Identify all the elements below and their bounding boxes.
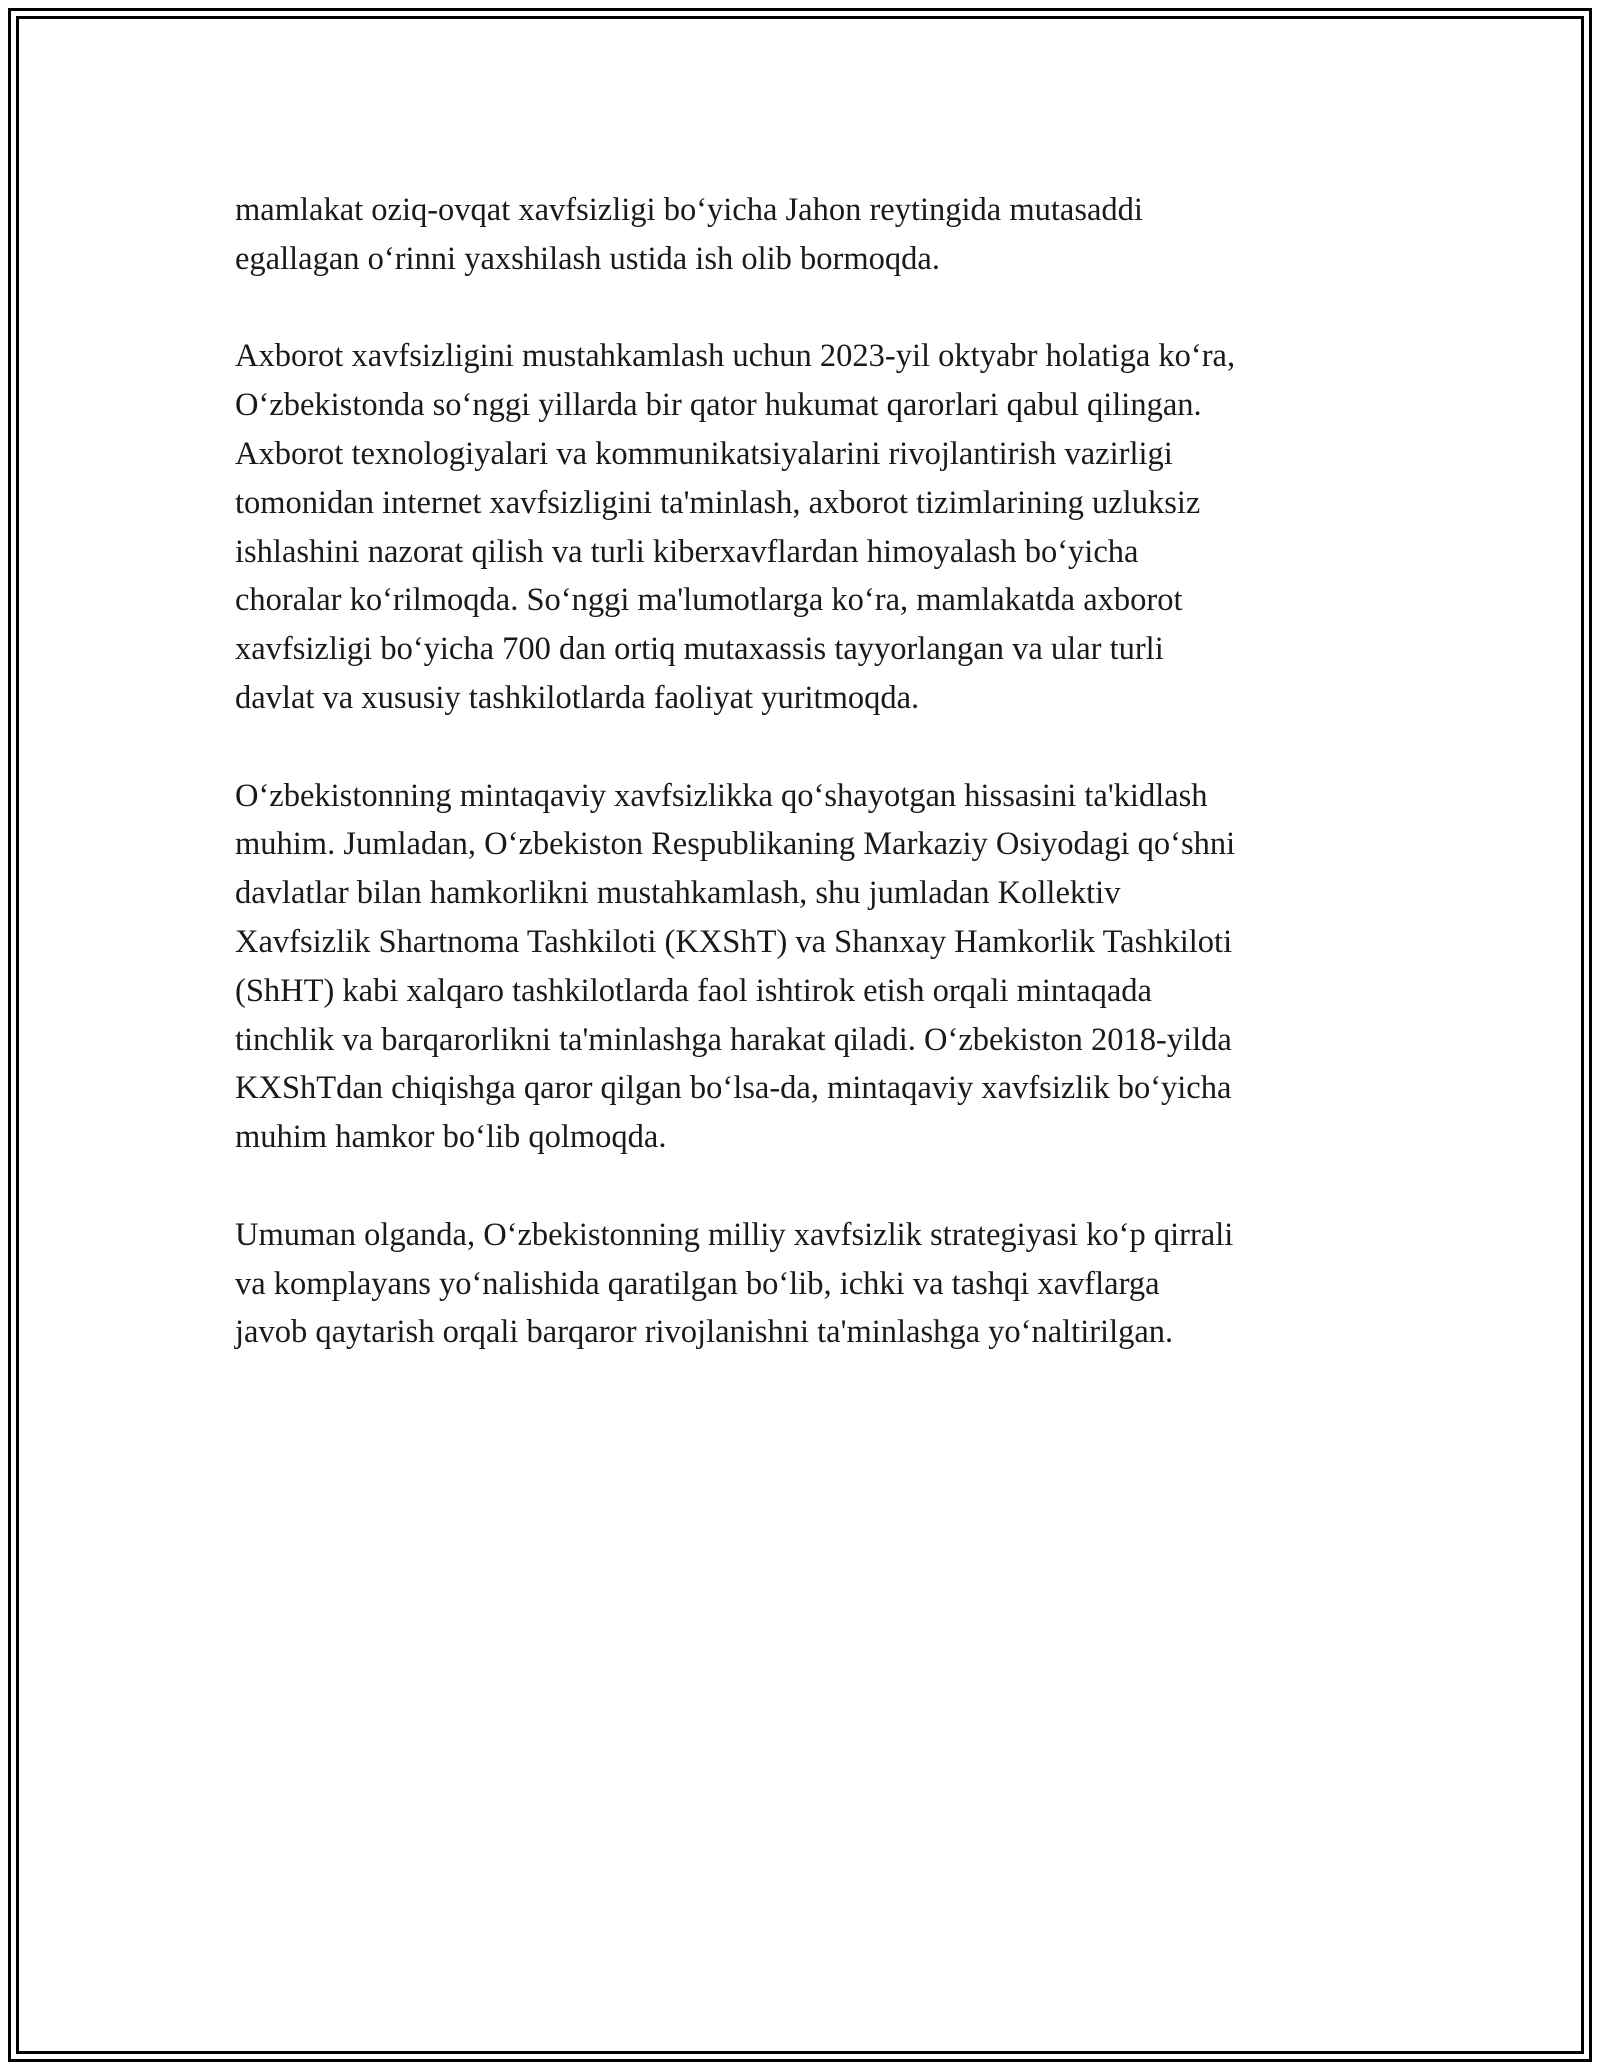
text-line: Axborot texnologiyalari va kommunikatsiyalarini rivojlantirish vazirligi	[235, 435, 1173, 472]
text-line: mamlakat oziq-ovqat xavfsizligi bo‘yicha Jahon reytingida mutasaddi	[235, 192, 1143, 228]
text-line: Umuman olganda, O‘zbekistonning milliy xavfsizlik strategiyasi ko‘p qirrali	[235, 1216, 1234, 1253]
text-line: Xavfsizlik Shartnoma Tashkiloti (KXShT) va Shanxay Hamkorlik Tashkiloti	[235, 923, 1233, 960]
text-line: KXShTdan chiqishga qaror qilgan bo‘lsa-da, mintaqaviy xavfsizlik bo‘yicha	[235, 1070, 1232, 1107]
text-line: tomonidan internet xavfsizligini ta'minlash, axborot tizimlarining uzluksiz	[235, 484, 1201, 521]
text-line: muhim. Jumladan, O‘zbekiston Respublikaning Markaziy Osiyodagi qo‘shni	[235, 826, 1236, 863]
text-line: tinchlik va barqarorlikni ta'minlashga harakat qiladi. O‘zbekiston 2018-yilda	[235, 1021, 1232, 1058]
paragraph-information-security	[235, 332, 1375, 722]
paragraph-food-security	[235, 186, 1375, 284]
text-line: ishlashini nazorat qilish va turli kiberxavflardan himoyalash bo‘yicha	[235, 533, 1139, 570]
text-line: xavfsizligi bo‘yicha 700 dan ortiq mutaxassis tayyorlangan va ular turli	[235, 631, 1164, 668]
text-line: egallagan o‘rinni yaxshilash ustida ish olib bormoqda.	[235, 240, 940, 277]
text-line: choralar ko‘rilmoqda. So‘nggi ma'lumotlarga ko‘ra, mamlakatda axborot	[235, 582, 1183, 619]
text-line: davlatlar bilan hamkorlikni mustahkamlash, shu jumladan Kollektiv	[235, 875, 1121, 912]
text-line: (ShHT) kabi xalqaro tashkilotlarda faol ishtirok etish orqali mintaqada	[235, 972, 1152, 1009]
paragraph-regional-security	[235, 772, 1375, 1162]
text-line: va komplayans yo‘nalishida qaratilgan bo‘lib, ichki va tashqi xavflarga	[235, 1265, 1160, 1302]
text-line: davlat va xususiy tashkilotlarda faoliyat yuritmoqda.	[235, 679, 920, 716]
text-line: javob qaytarish orqali barqaror rivojlanishni ta'minlashga yo‘naltirilgan.	[235, 1314, 1174, 1351]
text-line: O‘zbekistonning mintaqaviy xavfsizlikka qo‘shayotgan hissasini ta'kidlash	[235, 777, 1208, 814]
document-body	[235, 186, 1375, 1406]
text-line: O‘zbekistonda so‘nggi yillarda bir qator hukumat qarorlari qabul qilingan.	[235, 387, 1202, 424]
text-line: muhim hamkor bo‘lib qolmoqda.	[235, 1119, 667, 1156]
paragraph-conclusion	[235, 1211, 1375, 1357]
text-line: Axborot xavfsizligini mustahkamlash uchun 2023-yil oktyabr holatiga ko‘ra,	[235, 338, 1236, 375]
